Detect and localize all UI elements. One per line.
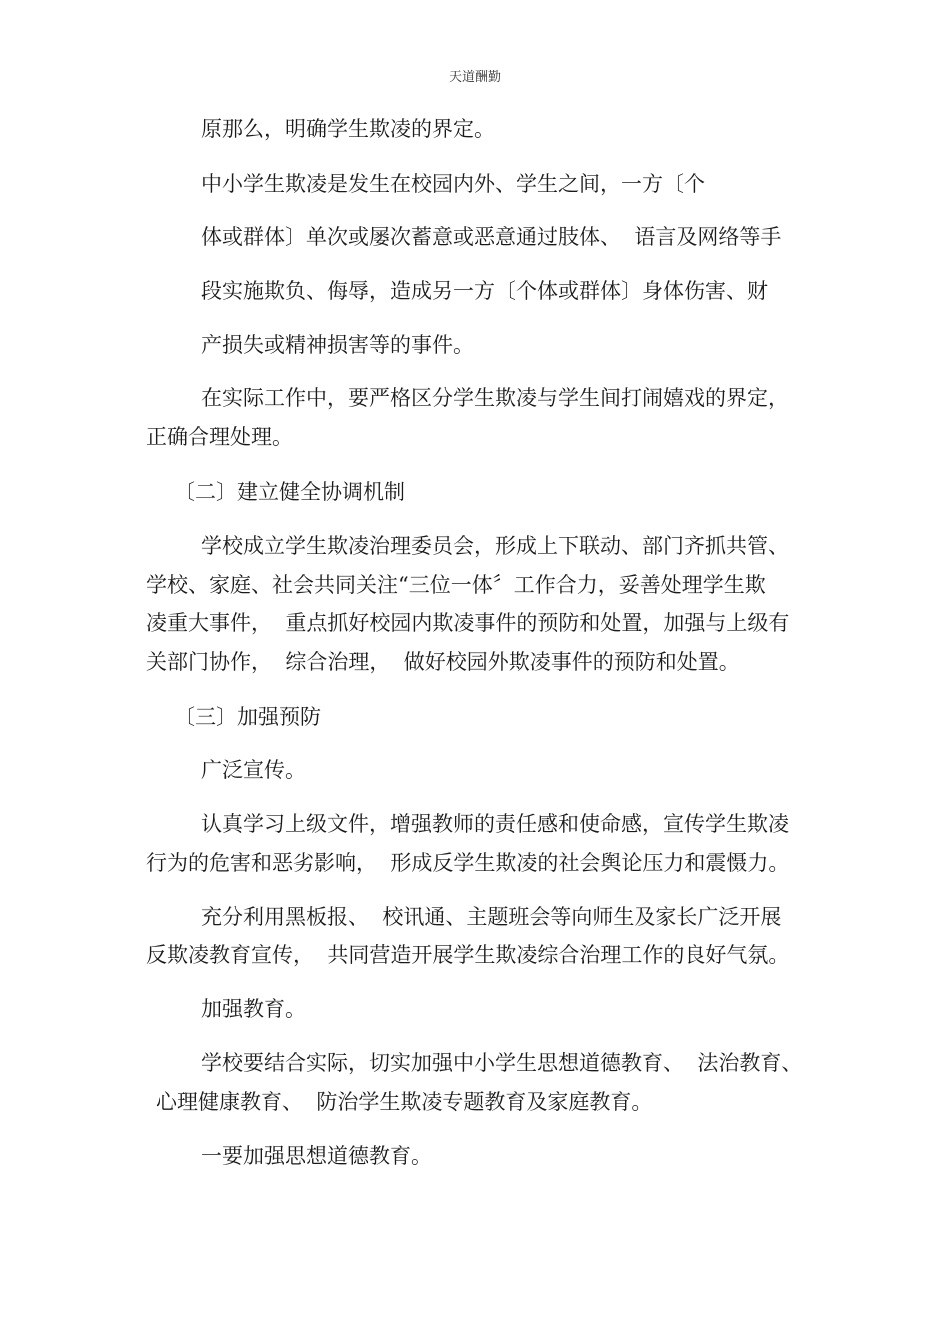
text-line: 段实施欺负、侮辱，造成另一方〔个体或群体〕身体伤害、财 [201,279,768,303]
text-line: 学校要结合实际，切实加强中小学生思想道德教育、 法治教育、 [201,1051,803,1075]
text-line: 加强教育。 [201,997,306,1021]
text-line: 产损失或精神损害等的事件。 [201,333,474,357]
text-line: 中小学生欺凌是发生在校园内外、学生之间，一方〔个 [201,172,705,196]
text-line: 正确合理处理。 [146,425,293,449]
text-line: 充分利用黑板报、 校讯通、主题班会等向师生及家长广泛开展 [201,905,782,929]
text-line: 学校成立学生欺凌治理委员会，形成上下联动、部门齐抓共管、 [201,534,789,558]
text-line: 凌重大事件， 重点抓好校园内欺凌事件的预防和处置，加强与上级有 [146,611,790,635]
text-line: 行为的危害和恶劣影响， 形成反学生欺凌的社会舆论压力和震慑力。 [146,851,790,875]
text-line: 认真学习上级文件，增强教师的责任感和使命感，宣传学生欺凌 [201,812,789,836]
text-line: 广泛宣传。 [201,758,306,782]
section-heading: 〔三〕加强预防 [174,705,321,729]
text-line: 心理健康教育、 防治学生欺凌专题教育及家庭教育。 [156,1090,653,1114]
text-line: 原那么，明确学生欺凌的界定。 [201,117,495,141]
text-line: 关部门协作， 综合治理， 做好校园外欺凌事件的预防和处置。 [146,650,740,674]
text-line: 一要加强思想道德教育。 [201,1144,432,1168]
page-header: 天道酬勤 [448,70,501,85]
text-line: 体或群体〕单次或屡次蓄意或恶意通过肢体、 语言及网络等手 [201,225,782,249]
text-line: 在实际工作中，要严格区分学生欺凌与学生间打闹嬉戏的界定， [201,386,789,410]
text-line: 学校、家庭、社会共同关注“三位一体〞工作合力，妥善处理学生欺 [146,573,766,597]
text-line: 反欺凌教育宣传， 共同营造开展学生欺凌综合治理工作的良好气氛。 [146,943,790,967]
section-heading: 〔二〕建立健全协调机制 [174,480,405,504]
